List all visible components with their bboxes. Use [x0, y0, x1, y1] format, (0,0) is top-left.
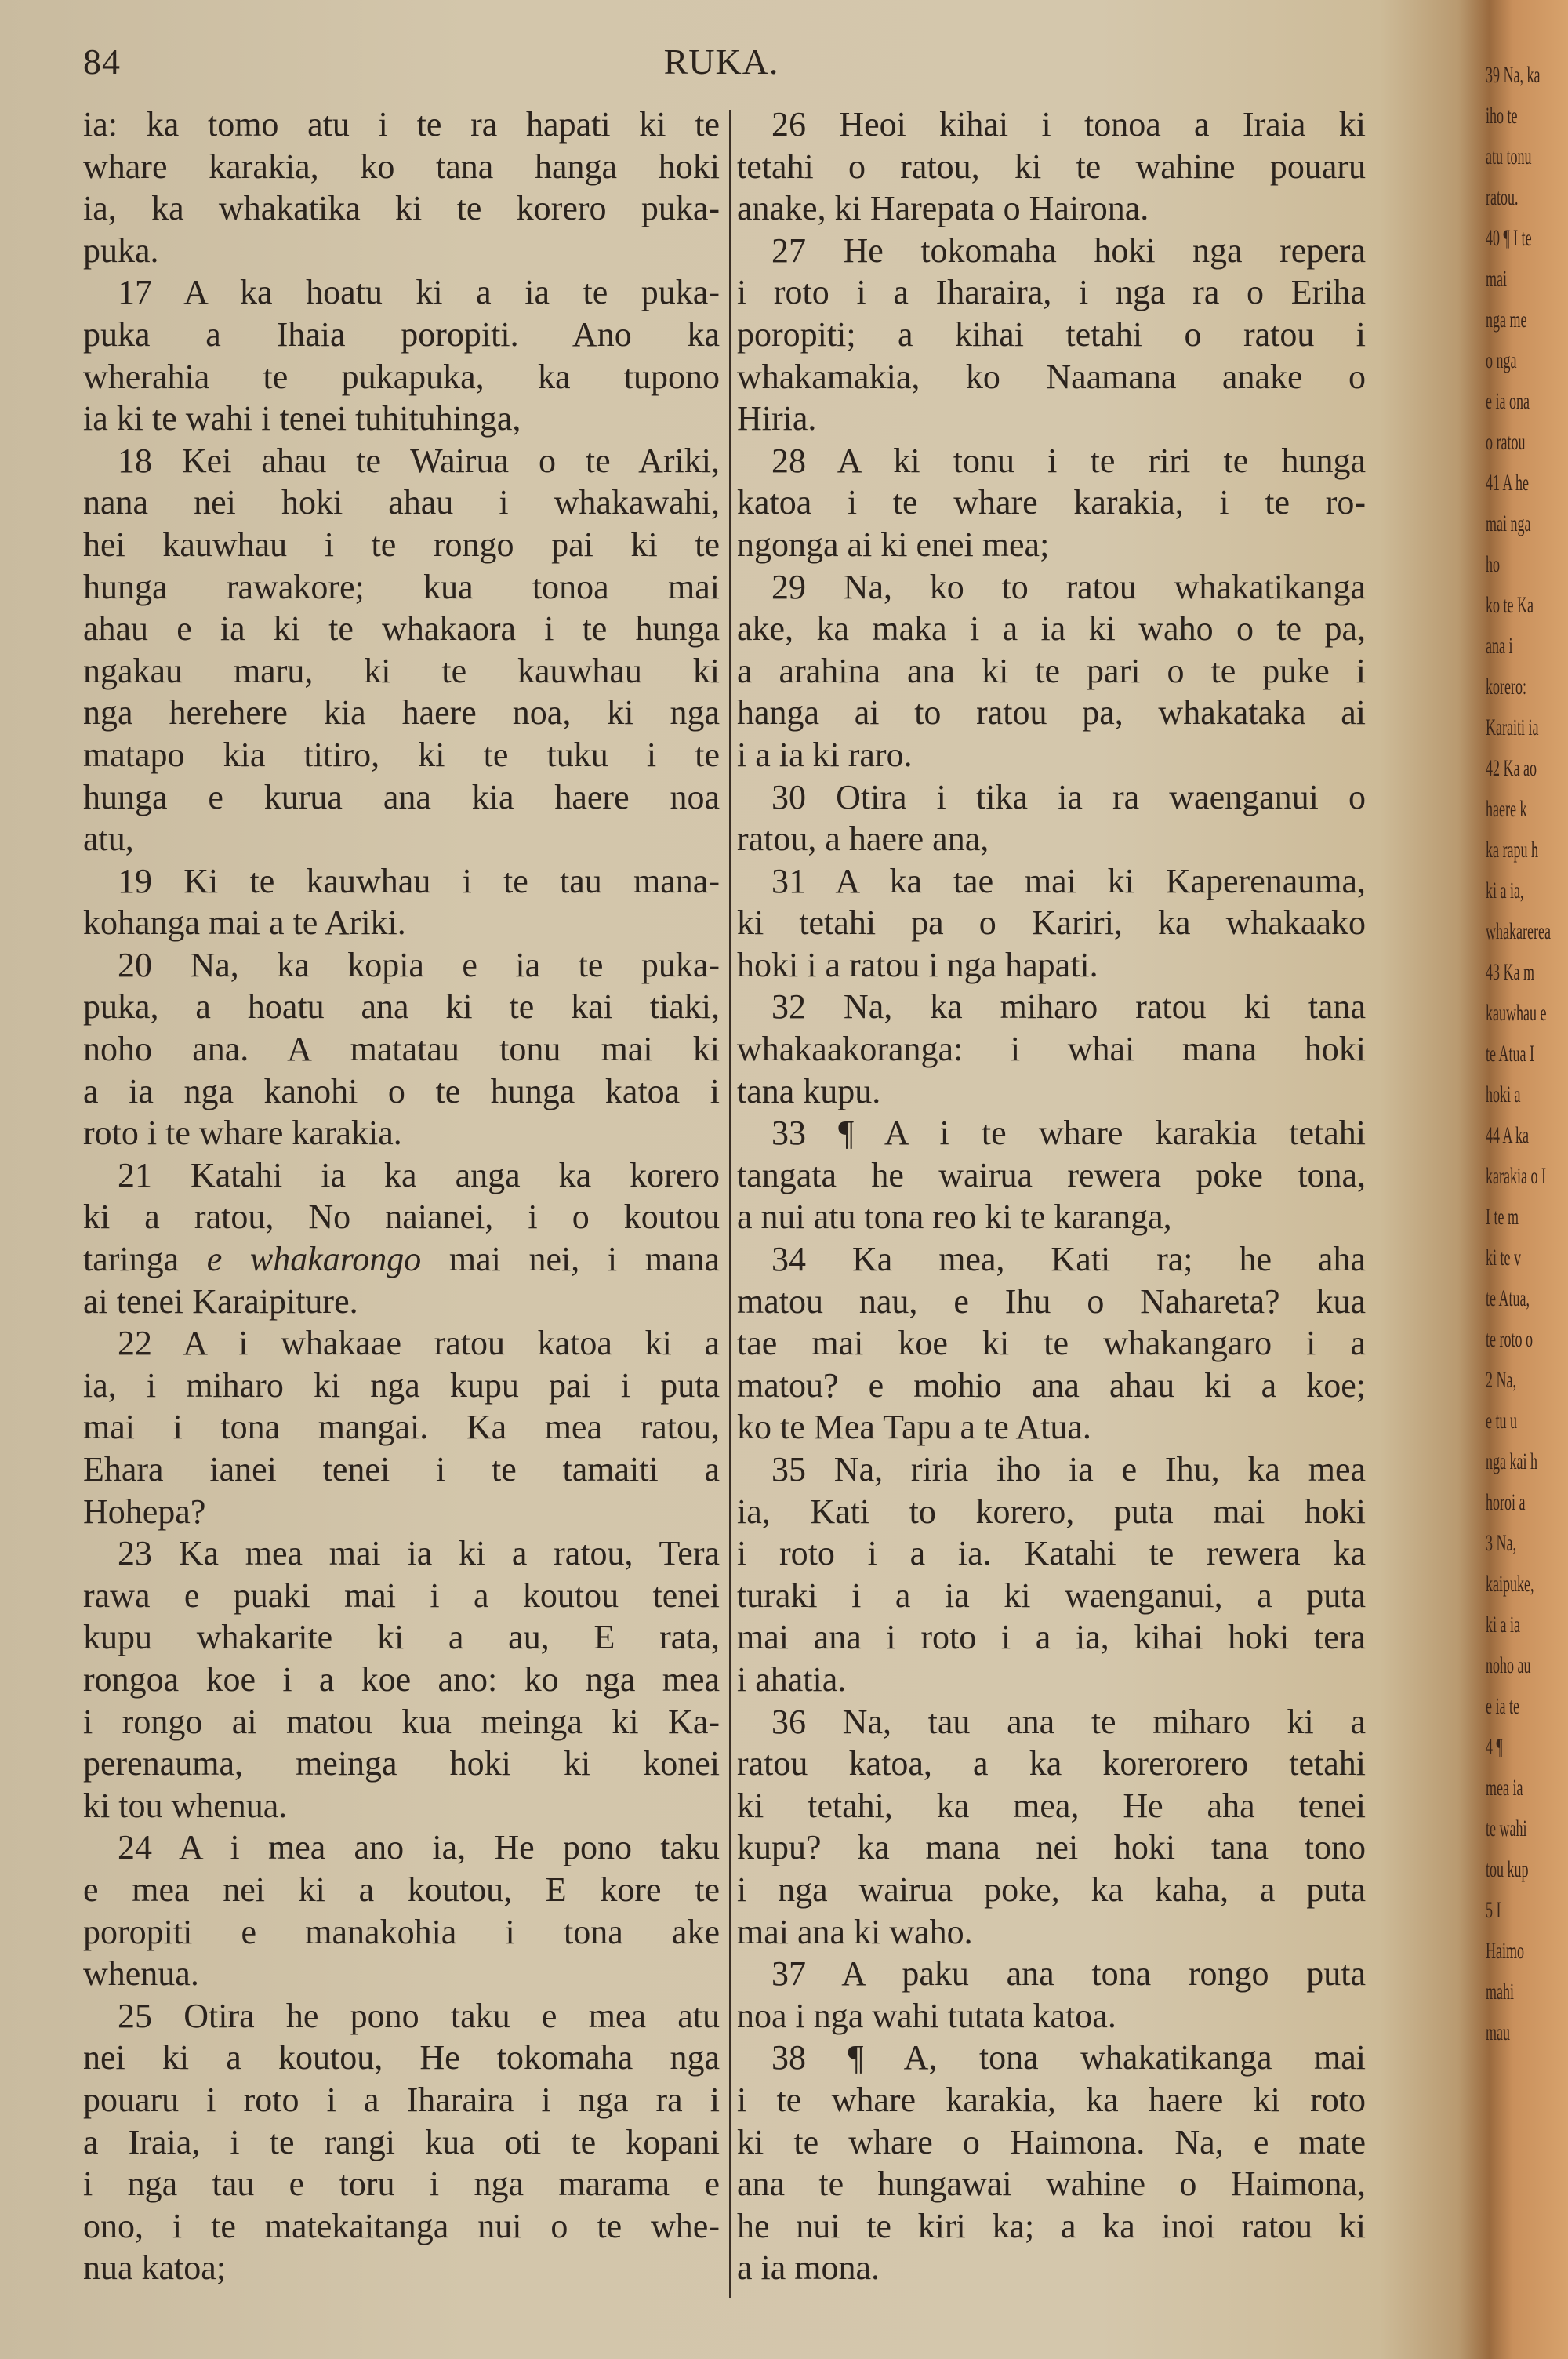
line-text: ki tetahi pa o Kariri, ka whakaako — [737, 903, 1366, 943]
text-line — [737, 1112, 1366, 1154]
text-line — [83, 1911, 720, 1954]
line-text: a nui atu tona reo ki te karanga, — [737, 1198, 1172, 1237]
line-text: tae mai koe ki te whakangaro i a — [737, 1324, 1366, 1363]
line-text: ki te whare o Haimona. Na, e mate — [737, 2122, 1366, 2161]
line-text: ngakau maru, ki te kauwhau ki — [83, 651, 720, 690]
line-text: mai i tona mangai. Ka mea ratou, — [83, 1408, 720, 1447]
text-line — [83, 1701, 720, 1743]
line-text: anake, ki Harepata o Hairona. — [737, 189, 1149, 228]
text-line — [83, 1281, 720, 1323]
text-line — [83, 1196, 720, 1238]
facing-page-fragment: 41 A he — [1486, 470, 1530, 496]
text-line — [83, 1406, 720, 1448]
right-column — [737, 104, 1366, 2289]
text-line — [737, 1196, 1366, 1238]
line-text: kohanga mai a te Ariki. — [83, 903, 406, 943]
line-text: 25 Otira he pono taku e mea atu — [118, 1996, 720, 2035]
text-line — [737, 2121, 1366, 2164]
line-text: ia: ka tomo atu i te ra hapati ki te — [83, 105, 720, 144]
text-line — [83, 986, 720, 1028]
line-text: 21 Katahi ia ka anga ka korero — [118, 1155, 720, 1194]
line-text: mai ana ki waho. — [737, 1912, 973, 1951]
line-text: 26 Heoi kihai i tonoa a Iraia ki — [771, 105, 1366, 144]
text-line — [83, 271, 720, 314]
text-line — [737, 860, 1366, 903]
text-line — [737, 314, 1366, 356]
text-line — [83, 1028, 720, 1070]
line-text: 18 Kei ahau te Wairua o te Ariki, — [118, 441, 720, 480]
text-line — [737, 986, 1366, 1028]
line-text: katoa i te whare karakia, i te ro- — [737, 483, 1366, 522]
text-line — [737, 482, 1366, 524]
text-line — [737, 2205, 1366, 2248]
text-line — [737, 271, 1366, 314]
facing-page-fragment: ki a ia, — [1486, 878, 1524, 903]
facing-page-fragment: 3 Na, — [1486, 1530, 1516, 1556]
text-line — [737, 1869, 1366, 1911]
line-text: hoki i a ratou i nga hapati. — [737, 945, 1098, 984]
text-line — [737, 2037, 1366, 2079]
text-line — [83, 1322, 720, 1365]
text-line — [737, 230, 1366, 272]
text-line — [83, 1365, 720, 1407]
line-text: ngonga ai ki enei mea; — [737, 525, 1050, 564]
text-line — [737, 650, 1366, 692]
text-line — [83, 692, 720, 734]
facing-page-fragment: ana i — [1486, 633, 1513, 659]
left-column — [83, 104, 720, 2289]
facing-page-fragment: o ratou — [1486, 429, 1526, 455]
line-text: tana kupu. — [737, 1071, 881, 1110]
line-text: ake, ka maka i a ia ki waho o te pa, — [737, 609, 1366, 649]
line-text: nga herehere kia haere noa, ki nga — [83, 693, 720, 732]
text-line — [83, 776, 720, 819]
line-text: rongoa koe i a koe ano: ko nga mea — [83, 1659, 720, 1699]
text-line — [737, 524, 1366, 566]
facing-page-fragment: mea ia — [1486, 1775, 1523, 1801]
facing-page-fragment: haere k — [1486, 796, 1527, 822]
text-line — [83, 2037, 720, 2079]
text-line — [737, 2163, 1366, 2205]
facing-page-fragment: iho te — [1486, 103, 1518, 129]
text-line — [83, 1448, 720, 1491]
facing-page-fragment: mai — [1486, 266, 1507, 292]
line-text: ana te hungawai wahine o Haimona, — [737, 2165, 1366, 2204]
line-text: whakaakoranga: i whai mana hoki — [737, 1030, 1366, 1069]
text-line — [737, 1616, 1366, 1659]
text-line — [83, 2121, 720, 2164]
line-text: wherahia te pukapuka, ka tupono — [83, 357, 720, 396]
line-text: roto i te whare karakia. — [83, 1114, 402, 1153]
line-text: mai ana i roto i a ia, kihai hoki tera — [737, 1618, 1366, 1657]
line-text: e mea nei ki a koutou, E kore te — [83, 1870, 720, 1909]
text-line — [83, 1616, 720, 1659]
line-text: ko te Mea Tapu a te Atua. — [737, 1408, 1091, 1447]
line-text: 30 Otira i tika ia ra waenganui o — [771, 777, 1366, 816]
text-line — [83, 1575, 720, 1617]
text-line — [83, 650, 720, 692]
facing-page-fragment: 2 Na, — [1486, 1367, 1516, 1393]
facing-page-fragment: ki te v — [1486, 1245, 1521, 1270]
text-line — [83, 187, 720, 230]
line-text: poropiti; a kihai tetahi o ratou i — [737, 314, 1366, 354]
facing-page-fragment: kaipuke, — [1486, 1571, 1534, 1597]
line-text: rawa e puaki mai i a koutou tenei — [83, 1576, 720, 1615]
line-text: atu, — [83, 820, 134, 859]
facing-page-fragment: te Atua I — [1486, 1041, 1534, 1067]
facing-page-fragment: noho au — [1486, 1652, 1531, 1678]
line-text: pouaru i roto i a Iharaira i nga ra i — [83, 2080, 720, 2119]
line-text: ia, ka whakatika ki te korero puka- — [83, 189, 720, 228]
text-line — [737, 146, 1366, 188]
line-text: kupu? ka mana nei hoki tana tono — [737, 1828, 1366, 1867]
line-text: i roto i a ia. Katahi te rewera ka — [737, 1534, 1366, 1573]
facing-page-fragment: korero: — [1486, 674, 1526, 700]
text-line — [83, 1826, 720, 1869]
facing-page-fragment: e ia ona — [1486, 388, 1530, 414]
text-line — [737, 1028, 1366, 1070]
facing-page-fragment: horoi a — [1486, 1489, 1526, 1515]
line-text: he nui te kiri ka; a ka inoi ratou ki — [737, 2206, 1366, 2245]
text-line — [83, 944, 720, 987]
line-text: matapo kia titiro, ki te tuku i te — [83, 735, 720, 774]
text-line — [737, 1365, 1366, 1407]
line-text: ia, i miharo ki nga kupu pai i puta — [83, 1365, 720, 1405]
column-divider — [729, 110, 731, 2298]
text-line — [83, 566, 720, 609]
facing-page-fragment: e ia te — [1486, 1693, 1519, 1719]
line-text: 31 A ka tae mai ki Kaperenauma, — [771, 861, 1366, 900]
line-text: nei ki a koutou, He tokomaha nga — [83, 2038, 720, 2077]
line-text: i roto i a Iharaira, i nga ra o Eriha — [737, 273, 1366, 312]
line-text: hei kauwhau i te rongo pai ki te — [83, 525, 720, 564]
line-text: 23 Ka mea mai ia ki a ratou, Tera — [118, 1534, 720, 1573]
text-line — [737, 1532, 1366, 1575]
line-text: tangata he wairua rewera poke tona, — [737, 1155, 1366, 1194]
text-line — [83, 1154, 720, 1197]
line-text: ratou, a haere ana, — [737, 820, 989, 859]
facing-page-fragment: Karaiti ia — [1486, 714, 1539, 740]
text-line — [737, 1659, 1366, 1701]
line-text: hunga rawakore; kua tonoa mai — [83, 567, 720, 606]
facing-page-fragment: 40 ¶ I te — [1486, 225, 1532, 251]
text-line — [83, 2079, 720, 2121]
line-text: ia, Kati to korero, puta mai hoki — [737, 1492, 1366, 1531]
line-text: ai tenei Karaipiture. — [83, 1281, 358, 1321]
text-line — [83, 146, 720, 188]
text-line — [83, 902, 720, 944]
text-line — [737, 1491, 1366, 1533]
text-line — [83, 398, 720, 440]
facing-page-fragment: ko te Ka — [1486, 592, 1534, 618]
facing-page-fragment: 43 Ka m — [1486, 959, 1534, 985]
text-line — [737, 818, 1366, 860]
text-line — [737, 734, 1366, 776]
text-line — [83, 482, 720, 524]
text-line — [737, 104, 1366, 146]
facing-page-fragment: nga kai h — [1486, 1448, 1537, 1474]
text-line — [83, 1953, 720, 1995]
line-text: Hiria. — [737, 399, 817, 438]
line-text: a arahina ana ki te pari o te puke i — [737, 651, 1366, 690]
text-line — [737, 944, 1366, 987]
facing-page-fragment: mau — [1486, 2019, 1510, 2045]
line-text: poropiti e manakohia i tona ake — [83, 1912, 720, 1951]
line-text: 36 Na, tau ana te miharo ki a — [771, 1702, 1366, 1741]
facing-page-fragment: tou kup — [1486, 1856, 1529, 1882]
line-text: 19 Ki te kauwhau i te tau mana- — [118, 861, 720, 900]
text-line — [737, 608, 1366, 650]
text-line — [737, 1238, 1366, 1281]
line-text: puka. — [83, 231, 159, 270]
line-text: 37 A paku ana tona rongo puta — [771, 1954, 1366, 1994]
text-line — [737, 1911, 1366, 1954]
line-text: whakamakia, ko Naamana anake o — [737, 357, 1366, 396]
text-line — [83, 608, 720, 650]
text-line — [83, 1070, 720, 1113]
line-text: matou? e mohio ana ahau ki a koe; — [737, 1365, 1366, 1405]
line-text: i ahatia. — [737, 1659, 847, 1699]
line-text: mai nei, i mana — [421, 1240, 720, 1279]
text-line — [83, 524, 720, 566]
text-line — [737, 1070, 1366, 1113]
facing-page-fragment: Haimo — [1486, 1938, 1524, 1964]
line-text: ratou katoa, a ka korerorero tetahi — [737, 1744, 1366, 1783]
line-text: i nga tau e toru i nga marama e — [83, 2165, 720, 2204]
line-text: 32 Na, ka miharo ratou ki tana — [771, 987, 1366, 1027]
text-line — [83, 2247, 720, 2289]
facing-page-fragment: hoki a — [1486, 1081, 1521, 1107]
text-line — [737, 1743, 1366, 1785]
line-text: i rongo ai matou kua meinga ki Ka- — [83, 1702, 720, 1741]
text-line — [737, 1701, 1366, 1743]
facing-page-fragment: mahi — [1486, 1979, 1514, 2005]
text-line — [737, 1995, 1366, 2037]
facing-page-fragment: 42 Ka ao — [1486, 755, 1537, 781]
line-text: noa i nga wahi tutata katoa. — [737, 1996, 1116, 2035]
text-line — [83, 818, 720, 860]
text-line — [737, 398, 1366, 440]
line-text: 20 Na, ka kopia e ia te puka- — [118, 945, 720, 984]
text-line — [737, 1322, 1366, 1365]
text-line — [83, 2163, 720, 2205]
facing-page-fragment: ho — [1486, 551, 1500, 577]
line-text: kupu whakarite ki a au, E rata, — [83, 1618, 720, 1657]
facing-page-fragment: ratou. — [1486, 184, 1519, 210]
line-text: taringa — [83, 1240, 207, 1279]
facing-page-fragment: atu tonu — [1486, 144, 1532, 169]
facing-page-fragment: ka rapu h — [1486, 837, 1538, 863]
line-text: a ia nga kanohi o te hunga katoa i — [83, 1071, 720, 1110]
line-text: ki a ratou, No naianei, i o koutou — [83, 1198, 720, 1237]
line-text: nua katoa; — [83, 2248, 227, 2288]
facing-page-fragment: te wahi — [1486, 1816, 1527, 1841]
text-line — [83, 734, 720, 776]
text-line — [83, 230, 720, 272]
line-text: matou nau, e Ihu o Nahareta? kua — [737, 1281, 1366, 1321]
text-line — [737, 692, 1366, 734]
line-text: perenauma, meinga hoki ki konei — [83, 1744, 720, 1783]
text-line — [737, 1281, 1366, 1323]
text-line — [737, 1785, 1366, 1827]
line-text: tetahi o ratou, ki te wahine pouaru — [737, 147, 1366, 186]
text-line — [737, 1406, 1366, 1448]
line-text: 35 Na, riria iho ia e Ihu, ka mea — [771, 1450, 1366, 1488]
line-text: ahau e ia ki te whakaora i te hunga — [83, 609, 720, 649]
facing-page-fragment: te roto o — [1486, 1326, 1533, 1352]
line-text: 29 Na, ko to ratou whakatikanga — [771, 567, 1366, 606]
line-text: 34 Ka mea, Kati ra; he aha — [771, 1240, 1366, 1279]
text-line — [83, 1743, 720, 1785]
text-line — [83, 1785, 720, 1827]
italic-text: e whakarongo — [206, 1240, 422, 1279]
facing-page-fragment: e tu u — [1486, 1408, 1517, 1434]
text-line — [737, 440, 1366, 482]
line-text: 33 ¶ A i te whare karakia tetahi — [771, 1114, 1366, 1153]
line-text: 17 A ka hoatu ki a ia te puka- — [118, 273, 720, 312]
line-text: a Iraia, i te rangi kua oti te kopani — [83, 2122, 720, 2161]
line-text: whare karakia, ko tana hanga hoki — [83, 147, 720, 186]
line-text: a ia mona. — [737, 2248, 880, 2288]
text-line — [83, 314, 720, 356]
line-text: ki tetahi, ka mea, He aha tenei — [737, 1786, 1366, 1825]
text-line — [83, 2205, 720, 2248]
text-line — [83, 1869, 720, 1911]
facing-page-fragment: 44 A ka — [1486, 1122, 1530, 1148]
text-line — [737, 187, 1366, 230]
line-text: i a ia ki raro. — [737, 735, 913, 774]
line-text: nana nei hoki ahau i whakawahi, — [83, 483, 720, 522]
line-text: 27 He tokomaha hoki nga repera — [771, 231, 1366, 270]
line-text: 24 A i mea ano ia, He pono taku — [118, 1828, 720, 1867]
line-text: 22 A i whakaae ratou katoa ki a — [118, 1324, 720, 1363]
text-line — [83, 1491, 720, 1533]
facing-page-fragment: 4 ¶ — [1486, 1734, 1503, 1760]
line-text: 28 A ki tonu i te riri te hunga — [771, 441, 1366, 480]
facing-page-fragment: karakia o I — [1486, 1163, 1546, 1189]
line-text: hanga ai to ratou pa, whakataka ai — [737, 693, 1366, 732]
text-line — [737, 1575, 1366, 1617]
line-text: Hohepa? — [83, 1492, 206, 1531]
text-line — [737, 566, 1366, 609]
text-line — [737, 1154, 1366, 1197]
line-text: i te whare karakia, ka haere ki roto — [737, 2080, 1366, 2119]
facing-page-fragment: 39 Na, ka — [1486, 62, 1541, 88]
text-line — [83, 440, 720, 482]
text-line — [737, 1448, 1366, 1491]
facing-page-fragment: kauwhau e — [1486, 1000, 1547, 1026]
text-line — [737, 1953, 1366, 1995]
facing-page-fragment: nga me — [1486, 307, 1527, 333]
text-line — [737, 356, 1366, 398]
page-number: 84 — [83, 42, 121, 82]
text-line — [737, 2247, 1366, 2289]
line-text: noho ana. A matatau tonu mai ki — [83, 1030, 720, 1069]
line-text: ia ki te wahi i tenei tuhituhinga, — [83, 399, 521, 438]
text-line — [737, 2079, 1366, 2121]
text-line — [83, 860, 720, 903]
facing-page-fragment: 5 I — [1486, 1897, 1501, 1923]
facing-page-fragment: ki a ia — [1486, 1612, 1520, 1637]
line-text: 38 ¶ A, tona whakatikanga mai — [771, 2038, 1366, 2077]
book-title: RUKA. — [663, 42, 779, 82]
text-line — [737, 776, 1366, 819]
line-text: turaki i a ia ki waenganui, a puta — [737, 1576, 1366, 1615]
text-line — [83, 1532, 720, 1575]
line-text: whenua. — [83, 1954, 199, 1994]
line-text: ono, i te matekaitanga nui o te whe- — [83, 2206, 720, 2245]
text-line — [737, 1826, 1366, 1869]
line-text: i nga wairua poke, ka kaha, a puta — [737, 1870, 1366, 1909]
line-text: ki tou whenua. — [83, 1786, 288, 1825]
facing-page-fragment: te Atua, — [1486, 1285, 1530, 1311]
line-text: puka a Ihaia poropiti. Ano ka — [83, 314, 720, 354]
line-text: puka, a hoatu ana ki te kai tiaki, — [83, 987, 720, 1027]
facing-page-fragment: mai nga — [1486, 511, 1531, 536]
line-text: hunga e kurua ana kia haere noa — [83, 777, 720, 816]
facing-page-edge — [1486, 55, 1568, 2329]
text-line — [83, 1659, 720, 1701]
facing-page-fragment: whakarerea — [1486, 918, 1551, 944]
text-line — [83, 1238, 720, 1281]
facing-page-fragment: I te m — [1486, 1204, 1519, 1230]
text-line — [83, 1112, 720, 1154]
text-line — [83, 104, 720, 146]
facing-page-fragment: o nga — [1486, 347, 1517, 373]
text-line — [737, 902, 1366, 944]
text-line — [83, 1995, 720, 2037]
line-text: Ehara ianei tenei i te tamaiti a — [83, 1450, 720, 1488]
text-line — [83, 356, 720, 398]
